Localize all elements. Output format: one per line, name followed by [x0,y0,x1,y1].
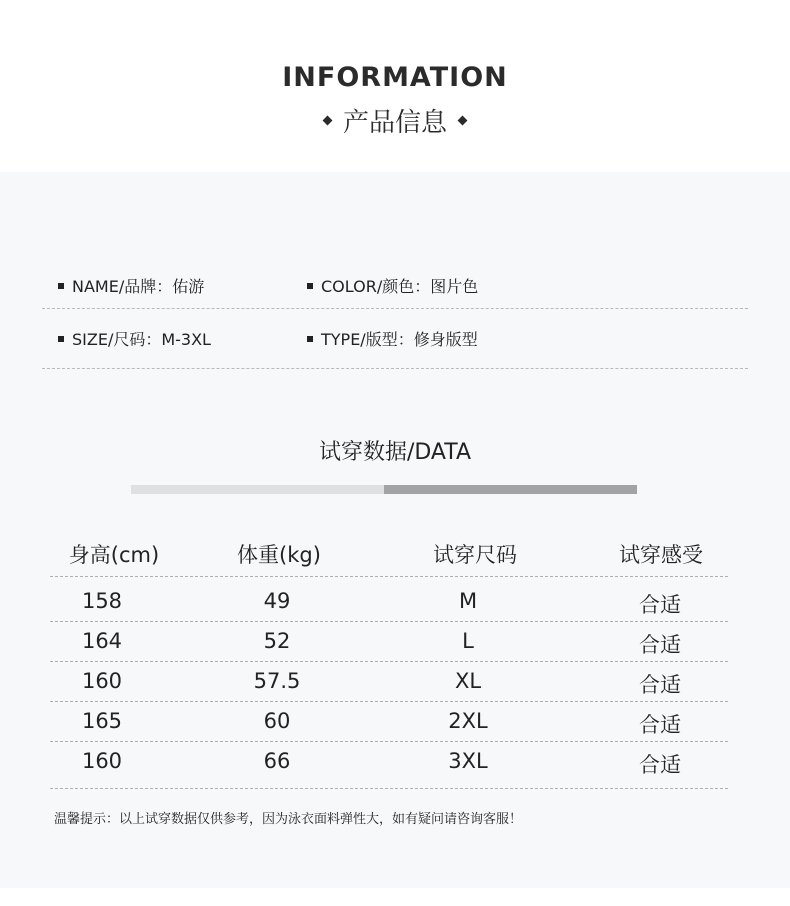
table-header-height: 身高(cm) [68,543,160,567]
table-cell: 160 [81,669,123,693]
table-divider [50,788,728,789]
table-cell: 合适 [639,593,681,617]
bullet-icon [307,336,313,342]
data-section-title: 试穿数据/DATA [318,440,472,465]
table-cell: 合适 [639,753,681,777]
table-cell: 66 [263,749,291,773]
spec-divider [42,308,748,309]
table-header-feeling: 试穿感受 [619,543,703,567]
table-cell: M [458,589,478,613]
subtitle-text: 产品信息 [342,108,447,138]
table-cell: 57.5 [253,669,301,693]
table-cell: 158 [81,589,123,613]
bullet-icon [58,283,64,289]
bullet-icon [58,336,64,342]
table-cell: L [462,629,474,653]
spec-name-text: NAME/品牌：佑游 [72,277,205,296]
table-header-weight: 体重(kg) [237,543,321,567]
information-title: INFORMATION [282,62,508,93]
warm-tip-note: 温馨提示：以上试穿数据仅供参考，因为泳衣面料弹性大，如有疑问请咨询客服！ [54,812,523,827]
table-cell: 49 [263,589,291,613]
title-bar-light [131,485,384,494]
table-cell: 合适 [639,713,681,737]
table-cell: 160 [81,749,123,773]
bottom-strip [0,888,790,906]
spec-type [307,327,478,350]
table-divider [50,621,728,622]
spec-type-text: TYPE/版型：修身版型 [321,330,478,349]
diamond-left-icon [323,116,333,126]
table-cell: 52 [263,629,291,653]
table-divider [50,701,728,702]
table-cell: 合适 [639,673,681,697]
information-subtitle [0,102,790,139]
spec-color [307,274,478,297]
table-cell: XL [454,669,482,693]
spec-divider [42,368,748,369]
spec-color-text: COLOR/颜色：图片色 [321,277,479,296]
spec-name [58,274,204,297]
table-cell: 165 [81,709,123,733]
table-divider [50,576,728,577]
header-section [0,0,790,172]
title-bar-dark [384,485,637,494]
table-cell: 3XL [448,749,488,773]
table-divider [50,741,728,742]
table-cell: 合适 [639,633,681,657]
spec-size [58,327,211,350]
spec-size-text: SIZE/尺码：M-3XL [72,330,211,349]
table-cell: 164 [81,629,123,653]
bullet-icon [307,283,313,289]
table-cell: 60 [263,709,291,733]
table-divider [50,661,728,662]
table-cell: 2XL [448,709,488,733]
table-header-size: 试穿尺码 [433,543,517,567]
diamond-right-icon [458,116,468,126]
